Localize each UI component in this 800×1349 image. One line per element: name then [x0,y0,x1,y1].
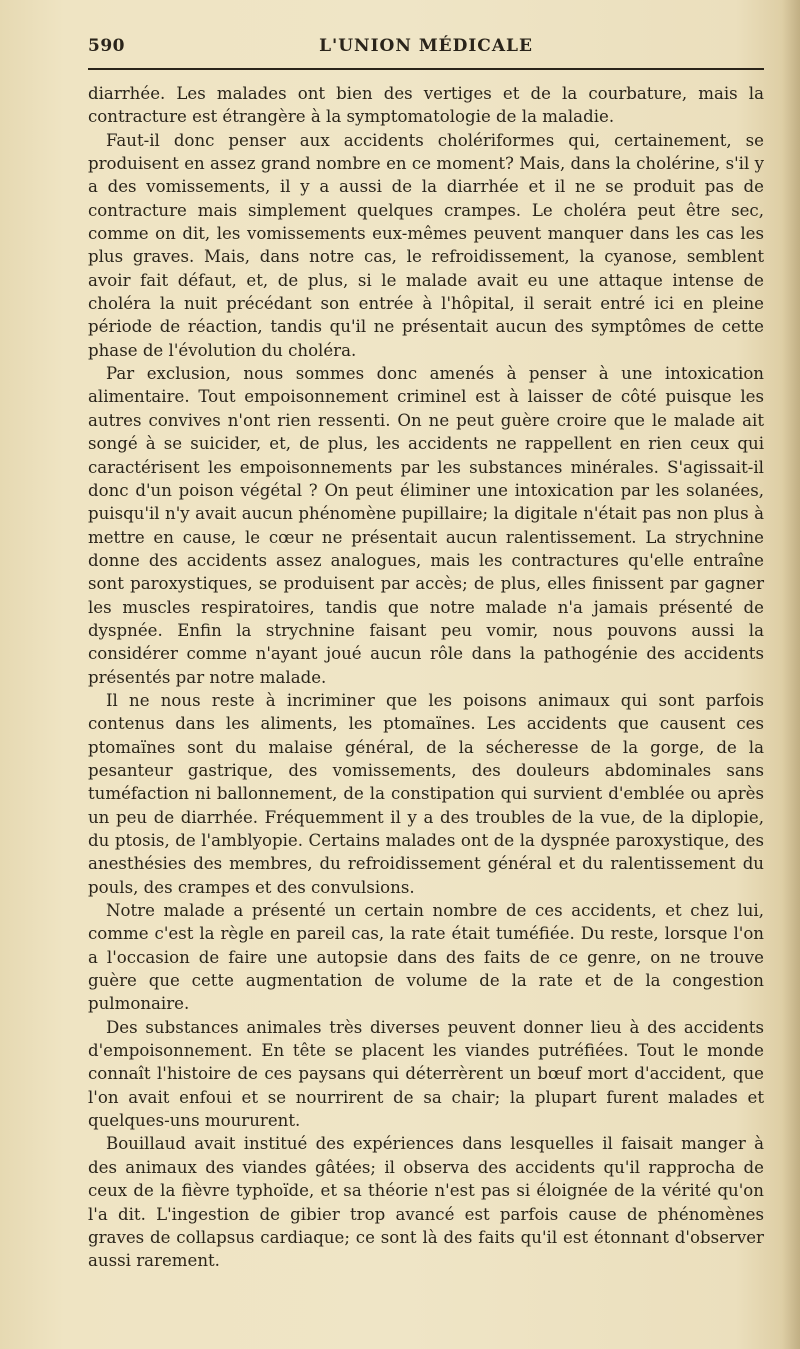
body-text [88,82,764,1273]
running-title: L'UNION MÉDICALE [319,36,533,56]
paragraph-4: Il ne nous reste à incriminer que les poisons animaux qui sont parfois contenus dans les aliments, les ptomaïnes. Les accidents que causent ces ptomaïnes sont du malaise général, de la sécheresse de la gorge, de la pesanteur gastrique, des vomissements, des douleurs abdominales sans tuméfaction ni ballonnement, de la constipation qui survient d'emblée ou après un peu de diarrhée. Fréquemment il y a des troubles de la vue, de la diplopie, du ptosis, de l'amblyopie. Certains malades ont de la dyspnée paroxystique, des anesthésies des membres, du refroidissement général et du ralentissement du pouls, des crampes et des convulsions. [88,690,764,897]
page-header [88,30,764,70]
paragraph-2: Faut-il donc penser aux accidents cholériformes qui, certainement, se produisent en assez grand nombre en ce moment? Mais, dans la cholérine, s'il y a des vomissements, il y a aussi de la diarrhée et il ne se produit pas de contracture mais simplement quelques crampes. Le choléra peut être sec, comme on dit, les vomissements eux-mêmes peuvent manquer dans les cas les plus graves. Mais, dans notre cas, le refroidissement, la cyanose, semblent avoir fait défaut, et, de plus, si le malade avait eu une attaque intense de choléra la nuit précédant son entrée à l'hôpital, il serait entré ici en pleine période de réaction, tandis qu'il ne présentait aucun des symptômes de cette phase de l'évolution du choléra. [88,130,764,360]
paragraph-6: Des substances animales très diverses peuvent donner lieu à des accidents d'empoisonnement. En tête se placent les viandes putréfiées. Tout le monde connaît l'histoire de ces paysans qui déterrèrent un bœuf mort d'accident, que l'on avait enfoui et se nourrirent de sa chair; la plupart furent malades et quelques-uns moururent. [88,1017,764,1131]
paragraph-1: diarrhée. Les malades ont bien des vertiges et de la courbature, mais la contracture est étrangère à la symptomatologie de la maladie. [88,84,764,127]
header-rule [88,68,764,70]
paragraph-3: Par exclusion, nous sommes donc amenés à penser à une intoxication alimentaire. Tout empoisonnement criminel est à laisser de côté puisque les autres convives n'ont rien ressenti. On ne peut guère croire que le malade ait songé à se suicider, et, de plus, les accidents ne rappellent en rien ceux qui caractérisent les empoisonnements par les substances minérales. S'agissait-il donc d'un poison végétal ? On peut éliminer une intoxication par les solanées, puisqu'il n'y avait aucun phénomène pupillaire; la digitale n'était pas non plus à mettre en cause, le cœur ne présentait aucun ralentissement. La strychnine donne des accidents assez analogues, mais les contractures qu'elle entraîne sont paroxystiques, se produisent par accès; de plus, elles finissent par gagner les muscles respiratoires, tandis que notre malade n'a jamais présenté de dyspnée. Enfin la strychnine faisant peu vomir, nous pouvons aussi la considérer comme n'ayant joué aucun rôle dans la pathogénie des accidents présentés par notre malade. [88,364,764,687]
paragraph-5: Notre malade a présenté un certain nombre de ces accidents, et chez lui, comme c'est la règle en pareil cas, la rate était tuméfiée. Du reste, lorsque l'on a l'occasion de faire une autopsie dans des faits de ce genre, on ne trouve guère que cette augmentation de volume de la rate et de la congestion pulmonaire. [88,901,764,1014]
page-number: 590 [88,36,125,56]
paragraph-7: Bouillaud avait institué des expériences dans lesquelles il faisait manger à des animaux des viandes gâtées; il observa des accidents qu'il rapprocha de ceux de la fièvre typhoïde, et sa théorie n'est pas si éloignée de la vérité qu'on l'a dit. L'ingestion de gibier trop avancé est parfois cause de phénomènes graves de collapsus cardiaque; ce sont là des faits qu'il est étonnant d'observer aussi rarement. [88,1134,764,1271]
page-edge-shadow [782,0,800,1349]
